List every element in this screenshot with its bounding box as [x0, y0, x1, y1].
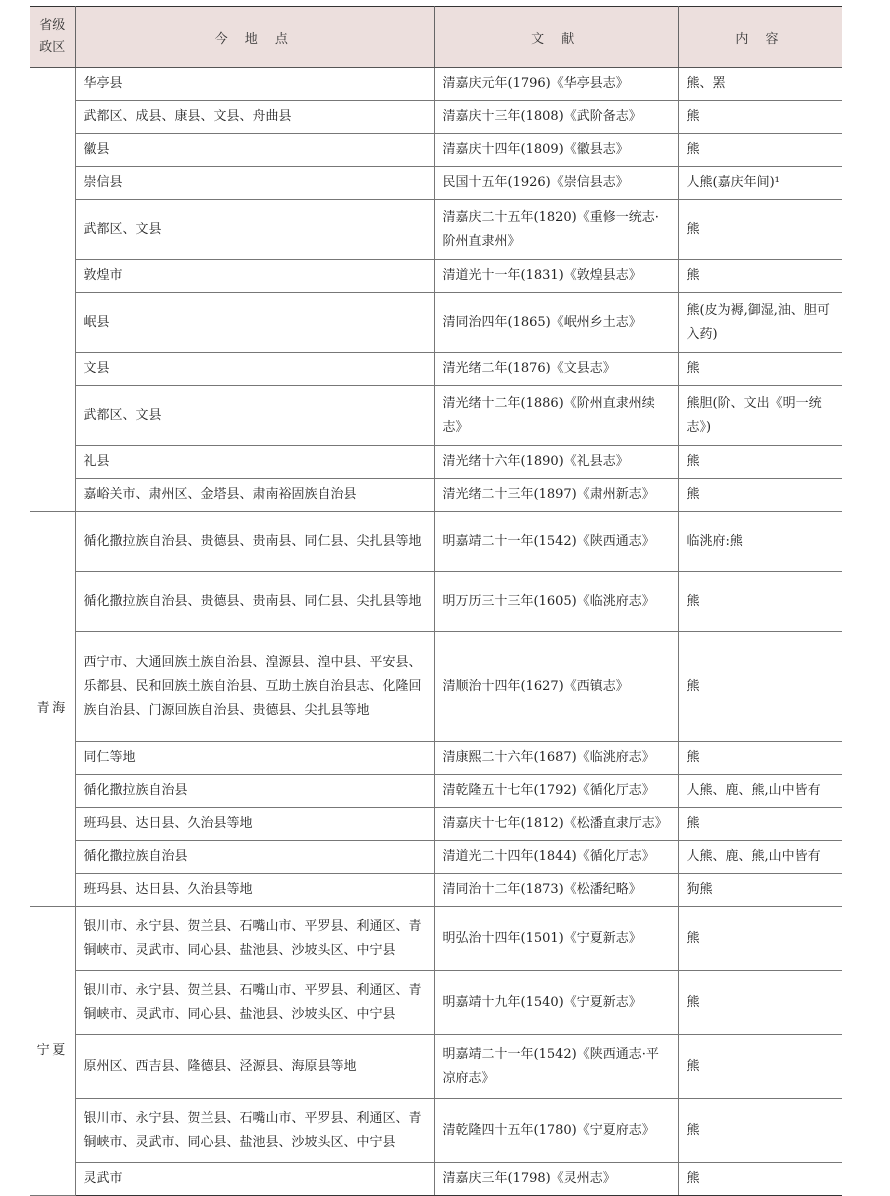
table-row	[30, 632, 842, 742]
document-cell: 清嘉庆二十五年(1820)《重修一统志·阶州直隶州》	[434, 200, 678, 260]
document-cell: 明弘治十四年(1501)《宁夏新志》	[434, 907, 678, 971]
document-cell: 清康熙二十六年(1687)《临洮府志》	[434, 742, 678, 775]
content-cell: 熊	[678, 1099, 842, 1163]
place-cell: 西宁市、大通回族土族自治县、湟源县、湟中县、平安县、乐都县、民和回族土族自治县、互助土族自治县志、化隆回族自治县、门源回族自治县、贵德县、尖扎县等地	[75, 632, 434, 742]
content-cell: 熊	[678, 479, 842, 512]
place-cell: 循化撒拉族自治县、贵德县、贵南县、同仁县、尖扎县等地	[75, 572, 434, 632]
document-cell: 清嘉庆十七年(1812)《松潘直隶厅志》	[434, 808, 678, 841]
table-row	[30, 512, 842, 572]
table-header	[30, 7, 842, 68]
table-row	[30, 572, 842, 632]
place-cell: 嘉峪关市、肃州区、金塔县、肃南裕固族自治县	[75, 479, 434, 512]
place-cell: 班玛县、达日县、久治县等地	[75, 808, 434, 841]
place-cell: 循化撒拉族自治县	[75, 775, 434, 808]
document-cell: 清光绪十二年(1886)《阶州直隶州续志》	[434, 386, 678, 446]
province-cell	[30, 68, 75, 512]
document-cell: 清光绪二十三年(1897)《肃州新志》	[434, 479, 678, 512]
content-cell: 熊	[678, 907, 842, 971]
table-row	[30, 260, 842, 293]
table-body	[30, 68, 842, 1196]
table-row	[30, 808, 842, 841]
content-cell: 人熊、鹿、熊,山中皆有	[678, 841, 842, 874]
content-cell: 熊	[678, 632, 842, 742]
place-cell: 文县	[75, 353, 434, 386]
table-row	[30, 167, 842, 200]
table-row	[30, 353, 842, 386]
document-cell: 民国十五年(1926)《崇信县志》	[434, 167, 678, 200]
table-row	[30, 446, 842, 479]
province-cell: 青海	[30, 512, 75, 907]
place-cell: 礼县	[75, 446, 434, 479]
table-row	[30, 971, 842, 1035]
document-cell: 清乾隆四十五年(1780)《宁夏府志》	[434, 1099, 678, 1163]
place-cell: 班玛县、达日县、久治县等地	[75, 874, 434, 907]
table-row	[30, 134, 842, 167]
place-cell: 武都区、成县、康县、文县、舟曲县	[75, 101, 434, 134]
document-cell: 清同治十二年(1873)《松潘纪略》	[434, 874, 678, 907]
place-cell: 银川市、永宁县、贺兰县、石嘴山市、平罗县、利通区、青铜峡市、灵武市、同心县、盐池县、沙坡头区、中宁县	[75, 971, 434, 1035]
document-cell: 清顺治十四年(1627)《西镇志》	[434, 632, 678, 742]
place-cell: 崇信县	[75, 167, 434, 200]
content-cell: 熊	[678, 808, 842, 841]
content-cell: 熊	[678, 572, 842, 632]
content-cell: 熊(皮为褥,御湿,油、胆可入药)	[678, 293, 842, 353]
content-cell: 熊	[678, 971, 842, 1035]
document-cell: 清嘉庆十三年(1808)《武阶备志》	[434, 101, 678, 134]
content-cell: 人熊(嘉庆年间)¹	[678, 167, 842, 200]
table-row	[30, 200, 842, 260]
header-document: 文 献	[434, 7, 678, 68]
place-cell: 循化撒拉族自治县	[75, 841, 434, 874]
document-cell: 清嘉庆十四年(1809)《徽县志》	[434, 134, 678, 167]
place-cell: 银川市、永宁县、贺兰县、石嘴山市、平罗县、利通区、青铜峡市、灵武市、同心县、盐池县、沙坡头区、中宁县	[75, 1099, 434, 1163]
document-cell: 清同治四年(1865)《岷州乡土志》	[434, 293, 678, 353]
content-cell: 熊	[678, 446, 842, 479]
header-province: 省级 政区	[30, 7, 75, 68]
content-cell: 熊	[678, 742, 842, 775]
content-cell: 熊胆(阶、文出《明一统志》)	[678, 386, 842, 446]
place-cell: 徽县	[75, 134, 434, 167]
content-cell: 熊	[678, 260, 842, 293]
place-cell: 武都区、文县	[75, 386, 434, 446]
document-cell: 清光绪十六年(1890)《礼县志》	[434, 446, 678, 479]
province-cell: 宁夏	[30, 907, 75, 1196]
place-cell: 敦煌市	[75, 260, 434, 293]
table-row	[30, 293, 842, 353]
header-place: 今 地 点	[75, 7, 434, 68]
document-cell: 清嘉庆三年(1798)《灵州志》	[434, 1163, 678, 1196]
place-cell: 华亭县	[75, 68, 434, 101]
content-cell: 狗熊	[678, 874, 842, 907]
table-row	[30, 742, 842, 775]
records-table	[30, 6, 842, 1196]
place-cell: 同仁等地	[75, 742, 434, 775]
table-row	[30, 479, 842, 512]
table-row	[30, 841, 842, 874]
table-row	[30, 1035, 842, 1099]
header-content: 内 容	[678, 7, 842, 68]
table-row	[30, 874, 842, 907]
document-cell: 明嘉靖二十一年(1542)《陕西通志·平凉府志》	[434, 1035, 678, 1099]
document-cell: 清乾隆五十七年(1792)《循化厅志》	[434, 775, 678, 808]
document-cell: 明嘉靖十九年(1540)《宁夏新志》	[434, 971, 678, 1035]
place-cell: 银川市、永宁县、贺兰县、石嘴山市、平罗县、利通区、青铜峡市、灵武市、同心县、盐池县、沙坡头区、中宁县	[75, 907, 434, 971]
content-cell: 熊	[678, 200, 842, 260]
table-row	[30, 101, 842, 134]
content-cell: 临洮府:熊	[678, 512, 842, 572]
content-cell: 熊	[678, 1163, 842, 1196]
document-cell: 清道光二十四年(1844)《循化厅志》	[434, 841, 678, 874]
place-cell: 岷县	[75, 293, 434, 353]
place-cell: 武都区、文县	[75, 200, 434, 260]
header-row	[30, 7, 842, 68]
document-cell: 清道光十一年(1831)《敦煌县志》	[434, 260, 678, 293]
table-row	[30, 1099, 842, 1163]
content-cell: 熊	[678, 134, 842, 167]
content-cell: 人熊、鹿、熊,山中皆有	[678, 775, 842, 808]
document-cell: 明万历三十三年(1605)《临洮府志》	[434, 572, 678, 632]
place-cell: 灵武市	[75, 1163, 434, 1196]
table-row	[30, 775, 842, 808]
place-cell: 原州区、西吉县、隆德县、泾源县、海原县等地	[75, 1035, 434, 1099]
content-cell: 熊、罴	[678, 68, 842, 101]
document-cell: 明嘉靖二十一年(1542)《陕西通志》	[434, 512, 678, 572]
content-cell: 熊	[678, 353, 842, 386]
place-cell: 循化撒拉族自治县、贵德县、贵南县、同仁县、尖扎县等地	[75, 512, 434, 572]
content-cell: 熊	[678, 1035, 842, 1099]
document-cell: 清嘉庆元年(1796)《华亭县志》	[434, 68, 678, 101]
table-row	[30, 1163, 842, 1196]
table-row	[30, 386, 842, 446]
table-row	[30, 907, 842, 971]
document-cell: 清光绪二年(1876)《文县志》	[434, 353, 678, 386]
table-row	[30, 68, 842, 101]
content-cell: 熊	[678, 101, 842, 134]
